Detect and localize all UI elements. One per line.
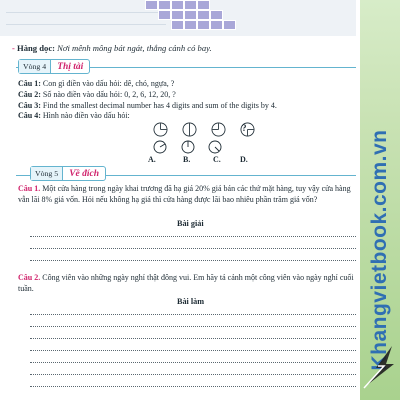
solution-heading: Bài giải	[177, 219, 204, 228]
faint-line	[6, 24, 166, 25]
option-a: A.	[148, 155, 156, 164]
circle-figure-2	[182, 122, 197, 137]
round5-question-1: Câu 1. Một cửa hàng trong ngày khai trương đã hạ giá 20% giá bán các thứ mặt hàng, tuy vậy cửa hàng vẫn lãi 8% giá vốn. Hỏi nếu không hạ giá thì cửa hàng được lãi bao nhiêu phần trăm giá vốn?	[18, 184, 351, 204]
arrow-icon	[362, 340, 400, 390]
round5-tag	[30, 166, 106, 181]
round4-tag	[18, 59, 90, 74]
puzzle-question-mark: ?	[242, 123, 247, 133]
answer-line	[30, 350, 360, 351]
answer-line	[30, 314, 360, 315]
figure-puzzle	[153, 122, 255, 137]
option-d: D.	[240, 155, 248, 164]
crossword-row	[145, 0, 210, 10]
round4-number: Vòng 4	[19, 60, 51, 73]
answer-line	[30, 326, 360, 327]
essay-heading: Bài làm	[177, 297, 205, 306]
answer-line	[30, 374, 360, 375]
round4-question-2: Câu 2: Số nào điền vào dấu hỏi: 0, 2, 6, 12, 20, ?	[18, 90, 176, 99]
answer-line	[30, 260, 360, 261]
round4-question-3: Câu 3: Find the smallest decimal number has 4 digits and sum of the digits by 4.	[18, 101, 277, 110]
answer-line	[30, 236, 360, 237]
crossword-row	[171, 20, 236, 30]
faint-line	[6, 12, 166, 13]
publisher-watermark: Khangvietbook.com.vn	[368, 129, 391, 371]
answer-line	[30, 248, 360, 249]
round5-number: Vòng 5	[31, 167, 63, 180]
round5-question-2: Câu 2. Công viên vào những ngày nghỉ thật đông vui. Em hãy tả cảnh một công viên vào ngày nghỉ cuối tuần.	[18, 273, 354, 293]
answer-line	[30, 386, 360, 387]
round4-question-4: Câu 4: Hình nào điền vào dấu hỏi:	[18, 111, 130, 120]
answer-line	[30, 338, 360, 339]
answer-figures	[153, 140, 233, 154]
circle-figure-1	[153, 122, 168, 137]
round5-name: Về đích	[69, 168, 100, 179]
crossword-row	[158, 10, 223, 20]
vertical-clue: - Hàng dọc: Nơi mênh mông bát ngát, thắng cảnh có bay.	[12, 43, 212, 53]
round4-name: Thị tài	[57, 61, 84, 72]
round4-question-1: Câu 1: Con gì điền vào dấu hỏi: dê, chó, ngựa, ?	[18, 79, 175, 88]
option-c: C.	[213, 155, 221, 164]
circle-figure-3	[211, 122, 226, 137]
answer-line	[30, 362, 360, 363]
option-b: B.	[183, 155, 191, 164]
